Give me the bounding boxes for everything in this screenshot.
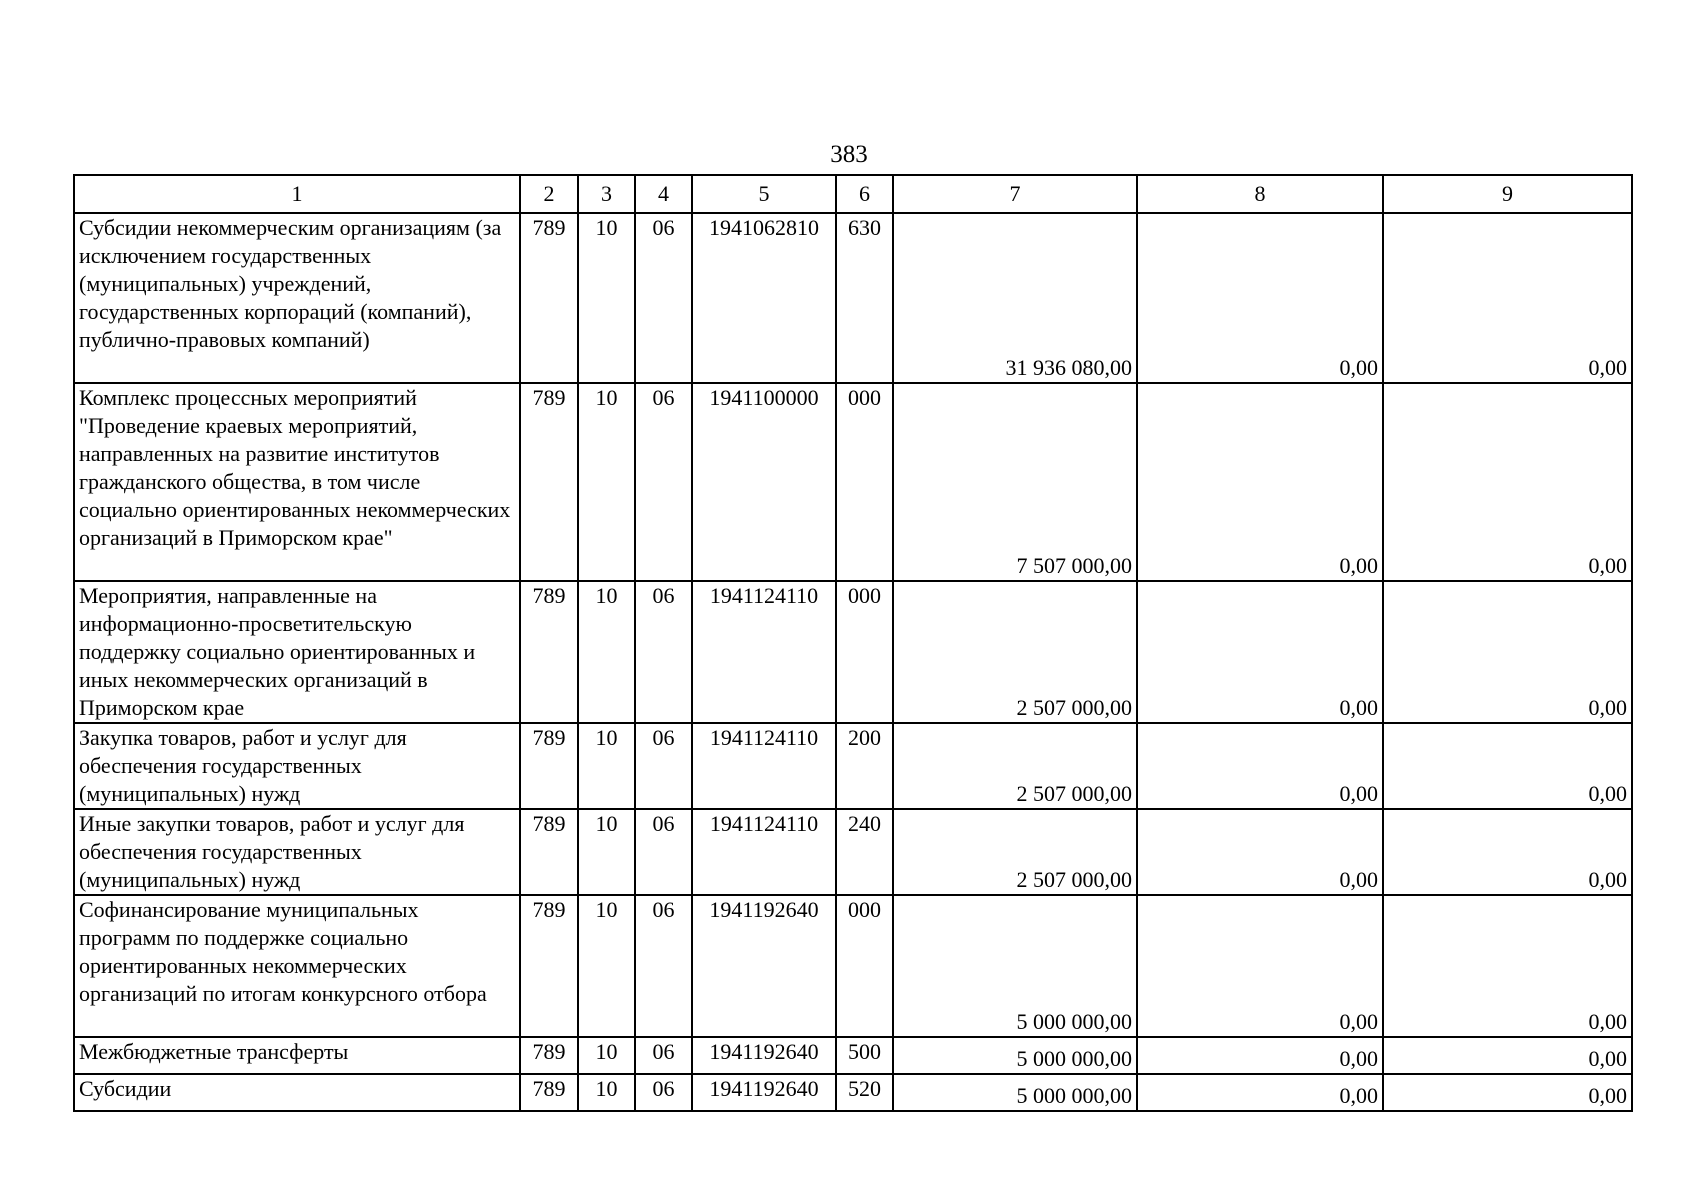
cell-col3: 10: [578, 895, 635, 1037]
cell-col5: 1941062810: [692, 213, 836, 383]
cell-col4: 06: [635, 895, 692, 1037]
table-row: [74, 383, 1632, 581]
cell-col5: 1941192640: [692, 1037, 836, 1074]
cell-col6: 240: [836, 809, 893, 895]
column-header: 2: [520, 175, 578, 213]
column-header: 5: [692, 175, 836, 213]
table-row: [74, 213, 1632, 383]
cell-col5: 1941100000: [692, 383, 836, 581]
cell-col8: 0,00: [1137, 581, 1383, 723]
cell-col5: 1941192640: [692, 895, 836, 1037]
cell-col8: 0,00: [1137, 1037, 1383, 1074]
cell-col4: 06: [635, 581, 692, 723]
table-row: [74, 723, 1632, 809]
column-header: 7: [893, 175, 1137, 213]
cell-col8: 0,00: [1137, 723, 1383, 809]
table-row: [74, 895, 1632, 1037]
cell-col2: 789: [520, 723, 578, 809]
column-header: 8: [1137, 175, 1383, 213]
cell-col3: 10: [578, 1074, 635, 1111]
cell-col7: 2 507 000,00: [893, 809, 1137, 895]
cell-col9: 0,00: [1383, 1074, 1632, 1111]
cell-col7: 31 936 080,00: [893, 213, 1137, 383]
cell-col9: 0,00: [1383, 723, 1632, 809]
cell-col4: 06: [635, 383, 692, 581]
cell-col7: 2 507 000,00: [893, 723, 1137, 809]
cell-col9: 0,00: [1383, 809, 1632, 895]
cell-col7: 7 507 000,00: [893, 383, 1137, 581]
cell-col8: 0,00: [1137, 383, 1383, 581]
cell-col5: 1941192640: [692, 1074, 836, 1111]
column-header: 4: [635, 175, 692, 213]
cell-col4: 06: [635, 723, 692, 809]
cell-col6: 000: [836, 383, 893, 581]
cell-col7: 5 000 000,00: [893, 1037, 1137, 1074]
cell-col3: 10: [578, 213, 635, 383]
cell-col2: 789: [520, 213, 578, 383]
cell-col6: 500: [836, 1037, 893, 1074]
page-number: 383: [830, 141, 868, 168]
column-header: 9: [1383, 175, 1632, 213]
cell-col7: 2 507 000,00: [893, 581, 1137, 723]
cell-col4: 06: [635, 1037, 692, 1074]
cell-col2: 789: [520, 1074, 578, 1111]
cell-col6: 520: [836, 1074, 893, 1111]
table-row: [74, 1037, 1632, 1074]
row-description: Иные закупки товаров, работ и услуг для обеспечения государственных (муниципальных) нужд: [74, 809, 520, 895]
budget-table: [73, 174, 1633, 1112]
cell-col2: 789: [520, 383, 578, 581]
column-header: 3: [578, 175, 635, 213]
cell-col7: 5 000 000,00: [893, 895, 1137, 1037]
cell-col9: 0,00: [1383, 895, 1632, 1037]
row-description: Мероприятия, направленные на информационно-просветительскую поддержку социально ориентированных и иных некоммерческих организаций в Приморском крае: [74, 581, 520, 723]
table-row: [74, 1074, 1632, 1111]
cell-col5: 1941124110: [692, 723, 836, 809]
row-description: Комплекс процессных мероприятий "Проведение краевых мероприятий, направленных на развитие институтов гражданского общества, в том числе социально ориентированных некоммерческих организаций в Приморском крае": [74, 383, 520, 581]
cell-col8: 0,00: [1137, 809, 1383, 895]
row-description: Софинансирование муниципальных программ по поддержке социально ориентированных некоммерческих организаций по итогам конкурсного отбора: [74, 895, 520, 1037]
cell-col3: 10: [578, 383, 635, 581]
table-row: [74, 581, 1632, 723]
cell-col8: 0,00: [1137, 1074, 1383, 1111]
row-description: Субсидии некоммерческим организациям (за исключением государственных (муниципальных) учреждений, государственных корпораций (компаний), публично-правовых компаний): [74, 213, 520, 383]
cell-col5: 1941124110: [692, 809, 836, 895]
cell-col6: 630: [836, 213, 893, 383]
cell-col9: 0,00: [1383, 213, 1632, 383]
row-description: Закупка товаров, работ и услуг для обеспечения государственных (муниципальных) нужд: [74, 723, 520, 809]
cell-col8: 0,00: [1137, 213, 1383, 383]
cell-col3: 10: [578, 723, 635, 809]
cell-col4: 06: [635, 213, 692, 383]
cell-col3: 10: [578, 581, 635, 723]
cell-col2: 789: [520, 895, 578, 1037]
cell-col2: 789: [520, 581, 578, 723]
table-header-row: [74, 175, 1632, 213]
cell-col3: 10: [578, 1037, 635, 1074]
cell-col2: 789: [520, 809, 578, 895]
cell-col2: 789: [520, 1037, 578, 1074]
cell-col6: 000: [836, 895, 893, 1037]
cell-col7: 5 000 000,00: [893, 1074, 1137, 1111]
cell-col9: 0,00: [1383, 581, 1632, 723]
column-header: 1: [74, 175, 520, 213]
row-description: Межбюджетные трансферты: [74, 1037, 520, 1074]
cell-col3: 10: [578, 809, 635, 895]
cell-col4: 06: [635, 1074, 692, 1111]
cell-col6: 200: [836, 723, 893, 809]
column-header: 6: [836, 175, 893, 213]
cell-col4: 06: [635, 809, 692, 895]
cell-col5: 1941124110: [692, 581, 836, 723]
row-description: Субсидии: [74, 1074, 520, 1111]
table-row: [74, 809, 1632, 895]
cell-col9: 0,00: [1383, 383, 1632, 581]
cell-col8: 0,00: [1137, 895, 1383, 1037]
cell-col6: 000: [836, 581, 893, 723]
cell-col9: 0,00: [1383, 1037, 1632, 1074]
